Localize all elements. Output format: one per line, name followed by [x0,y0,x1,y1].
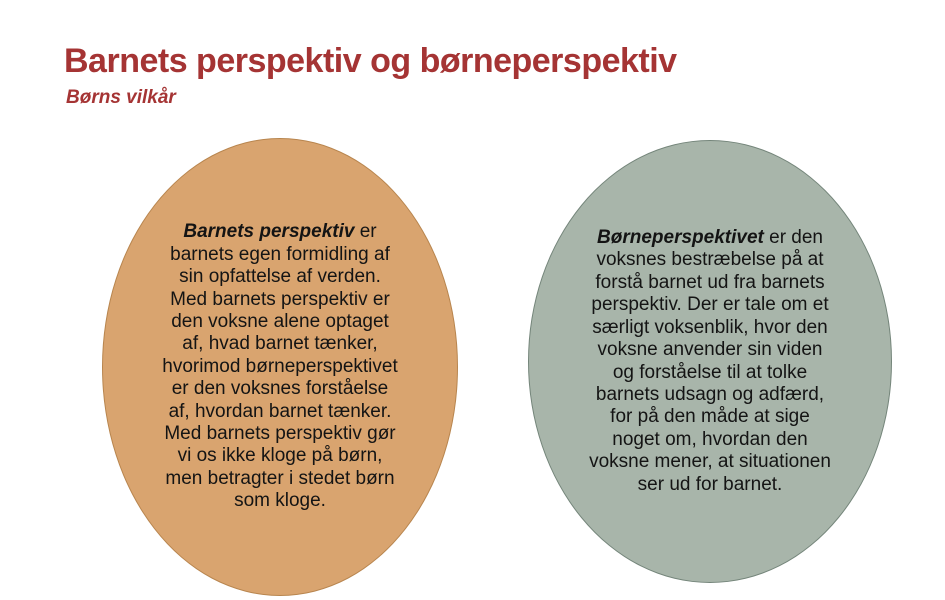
slide-subtitle: Børns vilkår [66,87,176,108]
barnets-perspektiv-body: barnets egen formidling af sin opfattelse af verden. Med barnets perspektiv er den voksne alene optaget af, hvad barnet tænker, hvorimod børneperspektivet er den voksnes forståelse af, hvordan barnet tænker. Med barnets perspektiv gør vi os ikke kloge på børn, men betragter i stedet børn som kloge. [162,243,398,512]
barnets-perspektiv-lead: Barnets perspektiv [183,221,355,243]
boerneperspektiv-text [567,227,853,496]
boerneperspektiv-lead: Børneperspektivet [597,227,764,249]
barnets-perspektiv-lead-cont: er [354,221,377,243]
slide-title: Barnets perspektiv og børneperspektiv [64,42,677,80]
boerneperspektiv-lead-cont: er den [763,227,823,249]
barnets-perspektiv-text [149,221,411,512]
boerneperspektiv-body: voksnes bestræbelse på at forstå barnet ud fra barnets perspektiv. Der er tale om et særligt voksenblik, hvor den voksne anvender sin viden og forståelse til at tolke barnets udsagn og adfærd, for på den måde at sige noget om, hvordan den voksne mener, at situationen ser ud for barnet. [589,249,831,495]
boerneperspektiv-oval [528,140,892,583]
barnets-perspektiv-oval [102,138,458,596]
